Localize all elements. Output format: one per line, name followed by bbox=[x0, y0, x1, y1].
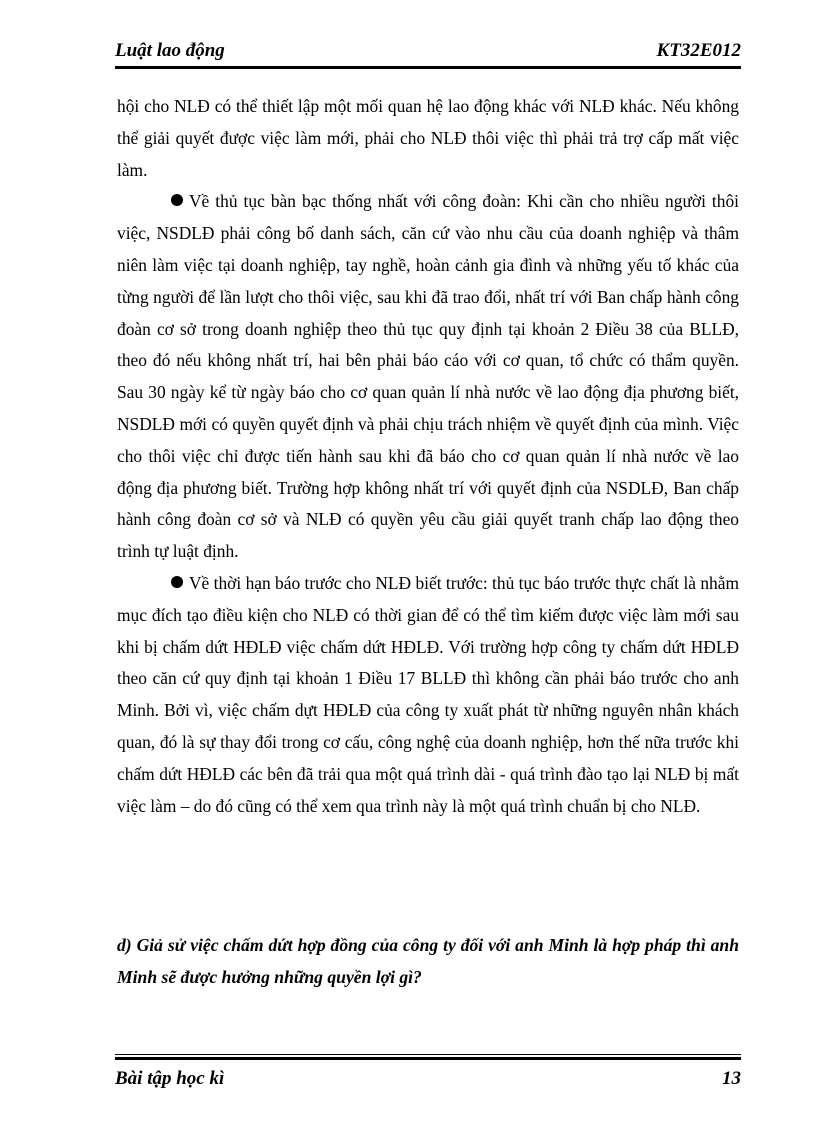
paragraph-3-text: Về thời hạn báo trước cho NLĐ biết trước: thủ tục báo trước thực chất là nhằm mục đích tạo điều kiện cho NLĐ có thời gian để có thể tìm kiếm được việc làm mới sau khi bị chấm dứt HĐLĐ việc chấm dứt HĐLĐ. Với trường hợp công ty chấm dứt HĐLĐ theo căn cứ quy định tại khoản 1 Điều 17 BLLĐ thì không cần phải báo trước cho anh Minh. Bởi vì, việc chấm dựt HĐLĐ của công ty xuất phát từ những nguyên nhân khách quan, đó là sự thay đổi trong cơ cấu, công nghệ của doanh nghiệp, hơn thế nữa trước khi chấm dứt HĐLĐ các bên đã trải qua một quá trình dài - quá trình đào tạo lại NLĐ bị mất việc làm – do đó cũng có thể xem qua trình này là một quá trình chuẩn bị cho NLĐ. bbox=[117, 572, 739, 816]
paragraph-3 bbox=[117, 568, 739, 822]
page-number: 13 bbox=[722, 1068, 741, 1089]
question-heading bbox=[117, 929, 739, 993]
bullet-icon bbox=[171, 576, 183, 588]
header-title: Luật lao động bbox=[115, 40, 225, 61]
bullet-icon bbox=[171, 194, 183, 206]
paragraph-2 bbox=[117, 186, 739, 568]
page-footer bbox=[115, 1066, 741, 1092]
footer-rule-thick bbox=[115, 1057, 741, 1060]
header-rule bbox=[115, 66, 741, 69]
footer-title: Bài tập học kì bbox=[115, 1068, 225, 1089]
page-header bbox=[115, 38, 741, 64]
paragraph-1: hội cho NLĐ có thể thiết lập một mối quan hệ lao động khác với NLĐ khác. Nếu không thể giải quyết được việc làm mới, phải cho NLĐ thôi việc thì phải trả trợ cấp mất việc làm. bbox=[117, 96, 739, 180]
body-text bbox=[117, 91, 739, 822]
question-text: d) Giả sử việc chấm dứt hợp đồng của công ty đối với anh Minh là hợp pháp thì anh Minh sẽ được hưởng những quyền lợi gì? bbox=[117, 935, 739, 987]
paragraph-2-text: Về thủ tục bàn bạc thống nhất với công đoàn: Khi cần cho nhiều người thôi việc, NSDLĐ phải công bố danh sách, căn cứ vào nhu cầu của doanh nghiệp và thâm niên làm việc tại doanh nghiệp, tay nghề, hoàn cảnh gia đình và những yếu tố khác của từng người để lần lượt cho thôi việc, sau khi đã trao đổi, nhất trí với Ban chấp hành công đoàn cơ sở trong doanh nghiệp theo thủ tục quy định tại khoản 2 Điều 38 của BLLĐ, theo đó nếu không nhất trí, hai bên phải báo cáo với cơ quan, tổ chức có thẩm quyền. Sau 30 ngày kể từ ngày báo cho cơ quan quản lí nhà nước về lao động địa phương biết, NSDLĐ mới có quyền quyết định và phải chịu trách nhiệm về quyết định của mình. Việc cho thôi việc chỉ được tiến hành sau khi đã báo cho cơ quan quản lí nhà nước về lao động địa phương biết. Trường hợp không nhất trí với quyết định của NSDLĐ, Ban chấp hành công đoàn cơ sở và NLĐ có quyền yêu cầu giải quyết tranh chấp lao động theo trình tự luật định. bbox=[117, 191, 739, 562]
header-code: KT32E012 bbox=[656, 40, 741, 61]
footer-rule-thin bbox=[115, 1054, 741, 1055]
